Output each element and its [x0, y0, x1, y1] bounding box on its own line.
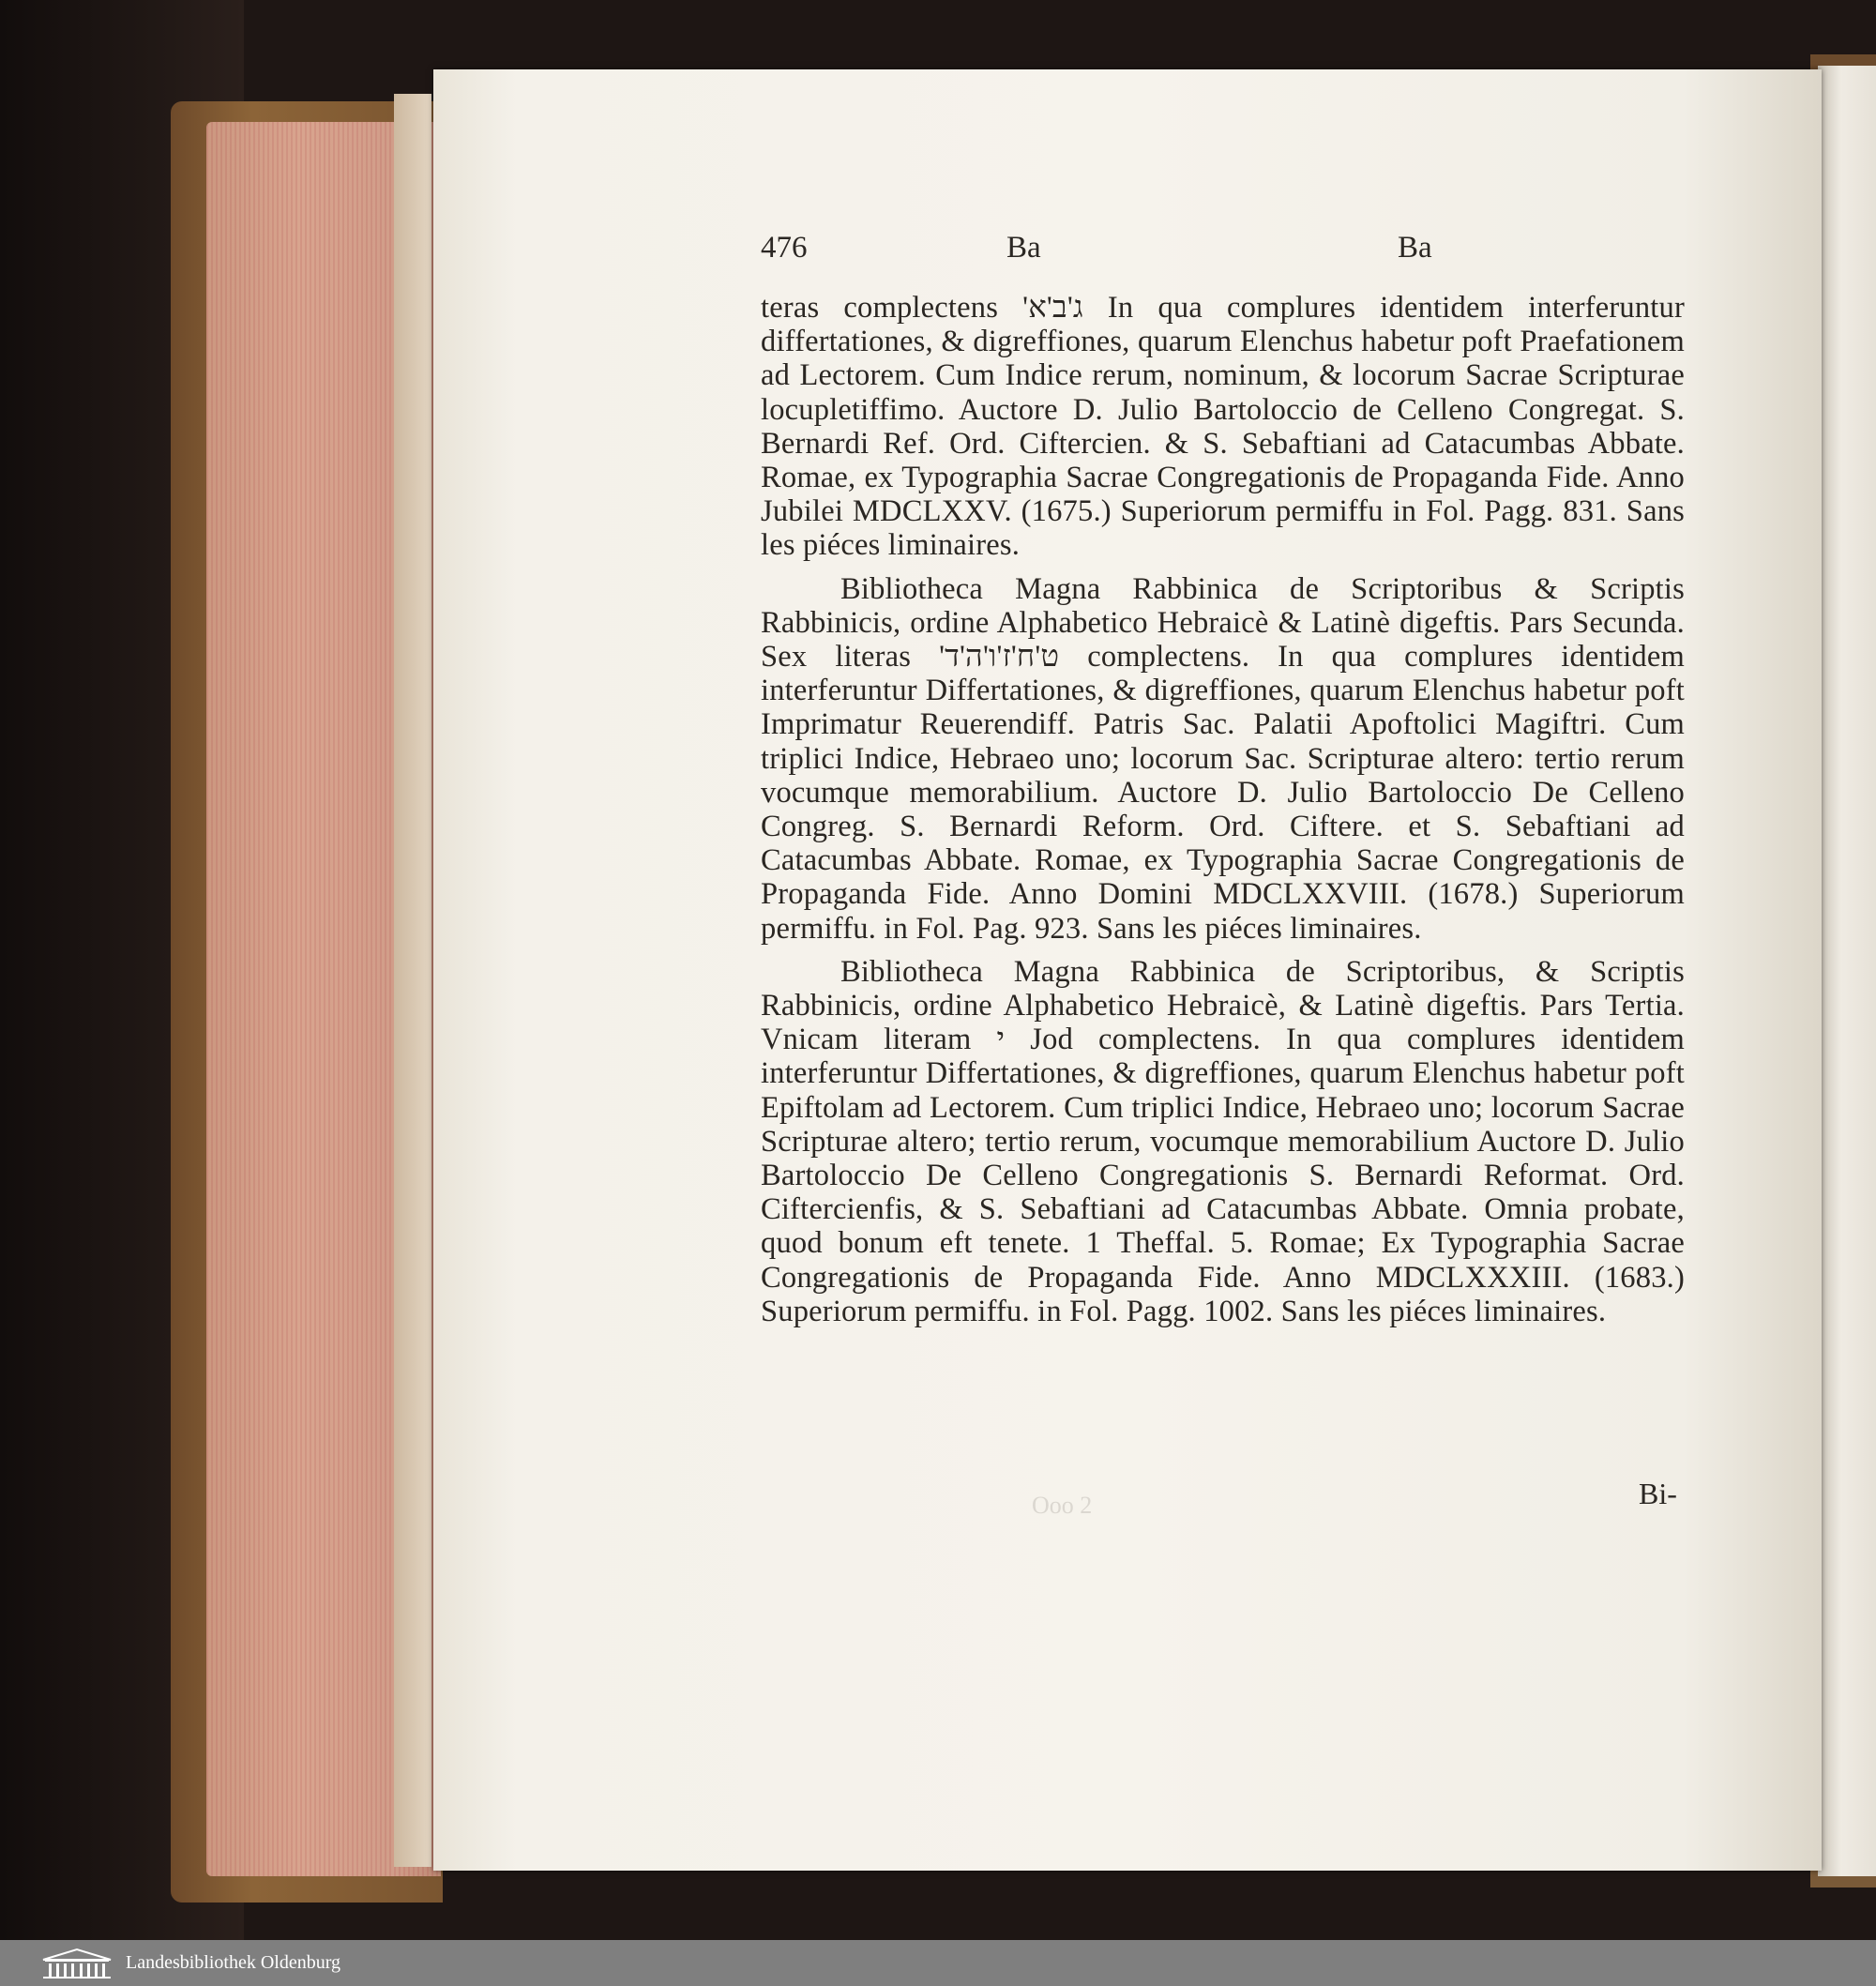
- paragraph-3: Bibliotheca Magna Rabbinica de Scriptoribus, & Scriptis Rabbinicis, ordine Alphabetico Hebraicè, & Latinè digeftis. Pars Tertia. Vnicam literam י Jod complectens. In qua complures identidem interferuntur Differtationes, & digreffiones, quarum Elenchus habetur poft Epiftolam ad Lectorem. Cum triplici Indice, Hebraeo uno; locorum Sacrae Scripturae altero; tertio rerum, vocumque memorabilium Auctore D. Julio Bartoloccio De Celleno Congregationis S. Bernardi Reformat. Ord. Ciftercienfis, & S. Sebaftiani ad Catacumbas Abbate. Omnia probate, quod bonum eft tenete. 1 Theffal. 5. Romae; Ex Typographia Sacrae Congregationis de Propaganda Fide. Anno MDCLXXXIII. (1683.) Superiorum permiffu. in Fol. Pagg. 1002. Sans les piéces liminaires.: [761, 954, 1685, 1328]
- footer-bar: [0, 1940, 1876, 1986]
- paragraph-1: teras complectens 'ג'ב'א In qua complures identidem interferuntur differtationes, & digreffiones, quarum Elenchus habetur poft Praefationem ad Lectorem. Cum Indice rerum, nominum, & locorum Sacrae Scripturae locupletiffimo. Auctore D. Julio Bartoloccio de Celleno Congregat. S. Bernardi Ref. Ord. Ciftercien. & S. Sebaftiani ad Catacumbas Abbate. Romae, ex Typographia Sacrae Congregationis de Propaganda Fide. Anno Jubilei MDCLXXV. (1675.) Superiorum permiffu in Fol. Pagg. 831. Sans les piéces liminaires.: [761, 291, 1685, 563]
- bleed-through-signature: Ooo 2: [1032, 1492, 1093, 1519]
- page-number: 476: [761, 231, 808, 265]
- facing-page-edge: [1818, 66, 1876, 1876]
- paragraph-2: Bibliotheca Magna Rabbinica de Scriptoribus & Scriptis Rabbinicis, ordine Alphabetico Hebraicè & Latinè digeftis. Pars Secunda. Sex literas 'ט'ח'ז'ו'ה'ד complectens. In qua complures identidem interferuntur Differtationes, & digreffiones, quarum Elenchus habetur poft Imprimatur Reuerendiff. Patris Sac. Palatii Apoftolici Magiftri. Cum triplici Indice, Hebraeo uno; locorum Sac. Scripturae altero: tertio rerum vocumque memorabilium. Auctore D. Julio Bartoloccio De Celleno Congreg. S. Bernardi Reform. Ord. Ciftere. et S. Sebaftiani ad Catacumbas Abbate. Romae, ex Typographia Sacrae Congregationis de Propaganda Fide. Anno Domini MDCLXXVIII. (1678.) Superiorum permiffu. in Fol. Pag. 923. Sans les piéces liminaires.: [761, 571, 1685, 946]
- body-text: [761, 291, 1685, 1328]
- catchword: Bi-: [1639, 1477, 1677, 1510]
- running-head-right: Ba: [1398, 231, 1432, 265]
- library-building-icon: [39, 1947, 114, 1980]
- page-gutter: [394, 94, 431, 1867]
- running-head-left: Ba: [1006, 231, 1041, 265]
- library-name: Landesbibliothek Oldenburg: [126, 1952, 341, 1973]
